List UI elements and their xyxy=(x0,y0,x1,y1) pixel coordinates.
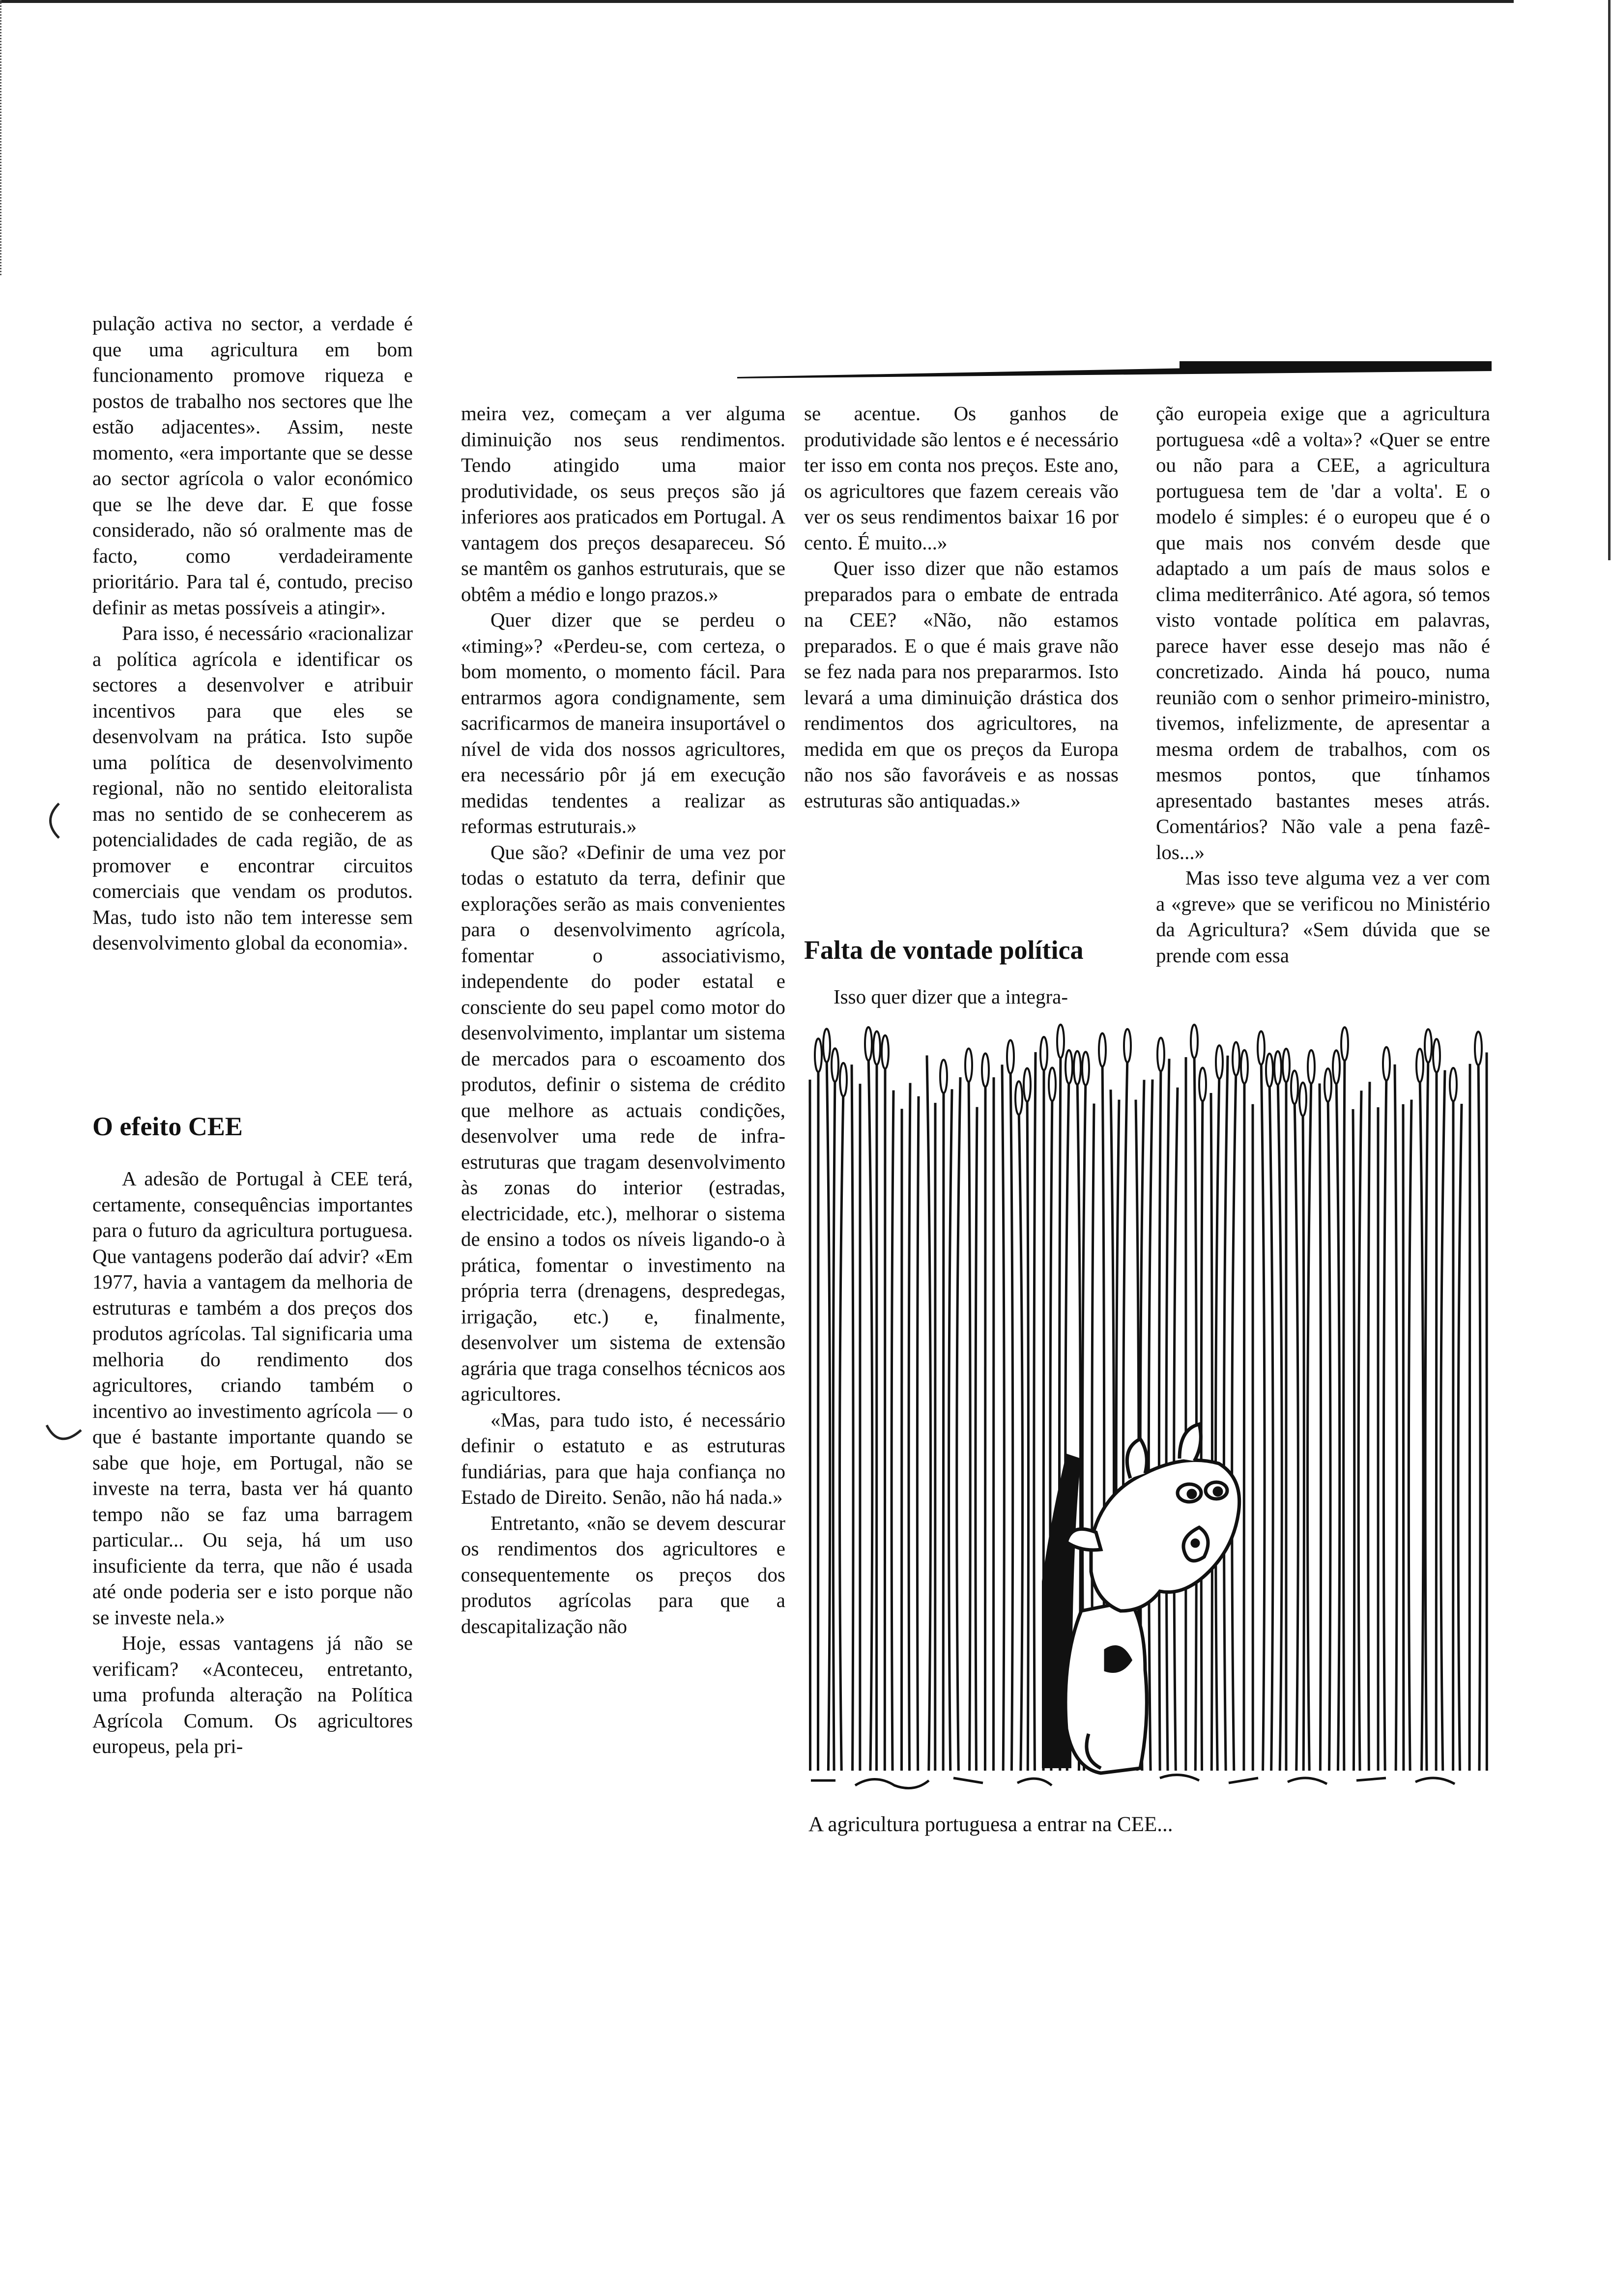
wheat-stalk xyxy=(1336,1077,1340,1771)
cartoon-illustration-cow-in-wheat xyxy=(806,1021,1494,1796)
wheat-head xyxy=(1299,1083,1306,1116)
paragraph: Que são? «Definir de uma vez por todas o estatuto da terra, definir que explorações serão as mais convenientes para o desenvolvimento agrícola, fomentar o associativismo, independente do poder estatal e consciente do seu papel como motor do desenvolvimento, implantar um sistema de mercados para o escoamento dos produtos, definir o sistema de crédito que melhore as actuais condições, desenvolver uma rede de infra-estruturas que tragam desenvolvimento às zonas do interior (estradas, electricidade, etc.), melhorar o sistema de ensino a todos os níveis ligando-o à prática, fomentar o investimento na própria terra (drenagens, despredegas, irrigação, etc.) e, finalmente, desenvolver um sistema de extensão agrária que traga conselhos técnicos aos agricultores. xyxy=(461,840,785,1405)
paragraph: Quer dizer que se perdeu o «timing»? «Perdeu-se, com certeza, o bom momento, o momento fácil. Para entrarmos agora condignamente, sem sacrificarmos de maneira insuportável o nível de vida dos nossos agricultores, era necessário pôr já em execução medidas tendentes a realizar as reformas estruturais.» xyxy=(461,608,785,837)
paragraph: ção europeia exige que a agricultura portuguesa «dê a volta»? «Quer se entre ou não para a CEE, a agricultura portuguesa tem de 'dar a volta'. E o modelo é simples: é o europeu que é o que mais nos convém desde que adaptado a um país de maus solos e clima mediterrânico. Até agora, só temos visto vontade política em palavras, parece haver esse desejo mas não é concretizado. Ainda há pouco, numa reunião com o senhor primeiro-ministro, tivemos, infelizmente, de apresentar a mesma ordem de trabalhos, com os mesmos pontos, que tínhamos apresentado bastantes meses atrás. Comentários? Não vale a pena fazê-los...» xyxy=(1156,402,1490,863)
wheat-head xyxy=(1475,1032,1482,1065)
wheat-stalk xyxy=(976,1107,977,1771)
wheat-stalk xyxy=(1344,1054,1345,1771)
wheat-stalk xyxy=(943,1086,944,1771)
wheat-head xyxy=(1199,1068,1206,1101)
paragraph: Mas isso teve alguma vez a ver com a «greve» que se verificou no Ministério da Agricultura? «Sem dúvida que se prende com essa xyxy=(1156,866,1490,967)
wheat-head xyxy=(1065,1050,1072,1084)
wheat-head xyxy=(1124,1029,1131,1062)
wheat-stalk xyxy=(1278,1078,1282,1771)
wheat-stalk xyxy=(1027,1095,1028,1771)
wheat-stalk xyxy=(1420,1075,1423,1771)
wheat-stalk xyxy=(1308,1077,1311,1771)
paragraph: A adesão de Portugal à CEE terá, certamente, consequências importantes para o futuro da agricultura portuguesa. Que vantagens poderão daí advir? «Em 1977, havia a vantagem da melhoria de estruturas e também a dos preços dos produtos agrícolas. Tal significaria uma melhoria do rendimento dos agricultores, criando também o incentivo ao investimento agrícola — o que é bastante importante quando se sabe que hoje, em Portugal, não se investe na terra, basta ver há quanto tempo não se faz uma barragem particular... Ou seja, há um uso insuficiente da terra, que não é usada até onde poderia ser e isto porque não se investe nela.» xyxy=(92,1167,413,1629)
wheat-head xyxy=(1049,1067,1056,1101)
wheat-stalk xyxy=(1425,1056,1428,1771)
section-heading-falta-vontade: Falta de vontade política xyxy=(804,935,1084,965)
wheat-stalk xyxy=(1149,1080,1152,1771)
wheat-stalk xyxy=(1409,1100,1411,1771)
wheat-stalk xyxy=(949,1089,952,1771)
wheat-head xyxy=(1258,1031,1265,1064)
paragraph: Quer isso dizer que não estamos preparados para o embate de entrada na CEE? «Não, não estamos preparados. E o que é mais grave não se fez nada para nos prepararmos. Isto levará a uma diminuição drástica dos rendimentos dos agricultores, na medida em que os preços da Europa não nos são favoráveis e as nossas estruturas são antiquadas.» xyxy=(804,557,1119,812)
scan-mark-icon xyxy=(39,801,69,840)
wheat-stalk xyxy=(1436,1065,1437,1771)
wheat-head xyxy=(865,1027,872,1061)
paragraph: «Mas, para tudo isto, é necessário definir o estatuto e as estruturas fundiárias, para que haja confiança no Estado de Direito. Senão, não há nada.» xyxy=(461,1408,785,1508)
article-column-1 xyxy=(92,311,413,956)
wheat-head xyxy=(1216,1045,1223,1079)
cow-icon xyxy=(1042,1424,1239,1773)
wheat-stalk xyxy=(1216,1072,1219,1771)
wheat-head xyxy=(1007,1040,1014,1073)
wheat-stalk xyxy=(1303,1109,1304,1771)
wheat-head xyxy=(1433,1039,1440,1072)
article-column-1-bottom xyxy=(92,1166,413,1759)
wheat-head xyxy=(1015,1081,1022,1115)
illustration-caption: A agricultura portuguesa a entrar na CEE... xyxy=(808,1813,1173,1836)
page-top-edge xyxy=(0,0,1514,3)
wheat-head xyxy=(1291,1070,1298,1104)
wheat-stalk xyxy=(969,1075,970,1771)
wheat-stalk xyxy=(1353,1109,1354,1771)
paragraph: pulação activa no sector, a verdade é que uma agricultura em bom funcionamento promove riqueza e postos de trabalho nos sectores que lhe estão adjacentes». Assim, neste momento, «era importante que se desse ao sector agrícola o valor económico que se lhe deve dar. E que fosse considerado, não só oralmente mas de facto, como verdadeiramente prioritário. Para tal é, contudo, preciso definir as metas possíveis a atingir». xyxy=(92,312,413,619)
paragraph: Entretanto, «não se devem descurar os rendimentos dos agricultores e consequentemente os preços dos produtos agrícolas para que a descapitalização não xyxy=(461,1511,785,1637)
wheat-head xyxy=(1157,1038,1164,1071)
wheat-head xyxy=(1233,1042,1239,1075)
wheat-stalk xyxy=(1159,1064,1161,1771)
wheat-head xyxy=(823,1029,830,1062)
wheat-stalk xyxy=(840,1090,843,1771)
ground-scribbles-icon xyxy=(811,1775,1455,1788)
wheat-head xyxy=(1099,1033,1106,1067)
wheat-stalk xyxy=(1469,1064,1470,1771)
paragraph: se acentue. Os ganhos de produtividade são lentos e é necessário ter isso em conta nos preços. Este ano, os agricultores que fazem cereais vão ver os seus rendimentos baixar 16 por cento. É muito...» xyxy=(804,402,1119,554)
header-rule xyxy=(737,360,1492,380)
wheat-stalk xyxy=(1211,1093,1212,1771)
article-column-2 xyxy=(461,401,785,1639)
wheat-stalk xyxy=(1383,1074,1386,1771)
wheat-stalk xyxy=(1034,1052,1036,1771)
wheat-head xyxy=(1082,1052,1089,1085)
wheat-head xyxy=(1341,1027,1348,1061)
wheat-head xyxy=(873,1031,880,1064)
wheat-stalk xyxy=(1224,1056,1228,1771)
article-column-3 xyxy=(804,401,1119,813)
wheat-head xyxy=(1383,1047,1390,1081)
wheat-stalk xyxy=(927,1056,931,1771)
paragraph: meira vez, começam a ver alguma diminuição nos seus rendimentos. Tendo atingido uma maior produtividade, os seus preços são já inferiores aos praticados em Portugal. A vantagem dos preços desapareceu. Só se mantêm os ganhos estruturais, que se obtêm a médio e longo prazos.» xyxy=(461,402,785,605)
wheat-stalk xyxy=(1478,1058,1480,1771)
paragraph: Para isso, é necessário «racionalizar a política agrícola e identificar os sectores a desenvolver e atribuir incentivos para que eles se desenvolvam na prática. Isto supõe uma política de desenvolvimento regional, não no sentido eleitoralista mas no sentido de se conhecerem as potencialidades de cada região, de as promover e encontrar circuitos comerciais que vendam os produtos. Mas, tudo isto não tem interesse sem desenvolvimento global da economia». xyxy=(92,622,413,954)
wheat-stalk xyxy=(1328,1095,1330,1771)
wheat-stalk xyxy=(1368,1082,1370,1771)
wheat-head xyxy=(1416,1049,1423,1082)
wheat-stalk xyxy=(917,1096,919,1771)
wheat-head xyxy=(1274,1051,1281,1085)
wheat-head xyxy=(1324,1068,1331,1102)
wheat-head xyxy=(1450,1068,1457,1101)
wheat-head xyxy=(1283,1049,1290,1082)
wheat-stalk xyxy=(909,1083,910,1771)
wheat-stalk xyxy=(827,1055,830,1771)
wheat-stalk xyxy=(868,1054,872,1771)
paragraph: Hoje, essas vantagens já não se verificam? «Aconteceu, entretanto, uma profunda alteração na Política Agrícola Comum. Os agricultores europeus, pela pri- xyxy=(92,1632,413,1757)
wheat-head xyxy=(840,1063,847,1096)
scan-mark-icon xyxy=(44,1420,84,1455)
wheat-stalk xyxy=(1458,1104,1462,1771)
wheat-head xyxy=(982,1053,989,1087)
wheat-head xyxy=(1024,1068,1031,1102)
wheat-stalk xyxy=(1395,1064,1397,1771)
wheat-stalk xyxy=(1174,1088,1178,1771)
wheat-stalk xyxy=(1261,1058,1265,1771)
article-column-4 xyxy=(1156,401,1490,968)
wheat-stalk xyxy=(1019,1108,1023,1771)
wheat-stalk xyxy=(957,1077,960,1771)
wheat-head xyxy=(1057,1025,1064,1058)
wheat-head xyxy=(940,1060,947,1093)
wheat-stalk xyxy=(876,1058,877,1771)
wheat-stalk xyxy=(901,1109,902,1771)
wheat-head xyxy=(1040,1037,1047,1070)
wheat-stalk xyxy=(1320,1084,1321,1771)
page-right-edge xyxy=(1608,0,1611,560)
wheat-stalk xyxy=(833,1075,835,1771)
wheat-stalk xyxy=(1194,1051,1197,1771)
wheat-stalk xyxy=(1441,1070,1445,1771)
paragraph: Isso quer dizer que a integra- xyxy=(834,985,1068,1008)
wheat-stalk xyxy=(1243,1077,1244,1771)
wheat-stalks-icon xyxy=(810,1051,1487,1771)
section-heading-efeito-cee: O efeito CEE xyxy=(92,1112,243,1141)
wheat-stalk xyxy=(993,1077,994,1771)
wheat-stalk xyxy=(1358,1091,1361,1771)
wheat-stalk xyxy=(892,1091,893,1771)
wheat-stalk xyxy=(852,1064,853,1771)
wheat-head xyxy=(1333,1050,1340,1084)
wheat-stalk xyxy=(1166,1059,1169,1771)
wheat-head xyxy=(882,1035,889,1069)
wheat-head xyxy=(1425,1029,1432,1062)
wheat-head xyxy=(1191,1025,1198,1058)
wheat-stalk xyxy=(1232,1068,1236,1771)
wheat-head xyxy=(1308,1050,1315,1084)
wheat-heads-icon xyxy=(815,1025,1482,1116)
wheat-stalk xyxy=(1010,1066,1013,1771)
page-left-edge xyxy=(0,0,3,275)
wheat-head xyxy=(1266,1054,1273,1087)
article-column-3-bottom xyxy=(804,984,1119,1010)
wheat-stalk xyxy=(1269,1080,1273,1771)
wheat-stalk xyxy=(1403,1104,1404,1771)
wheat-head xyxy=(965,1048,972,1082)
wheat-stalk xyxy=(1002,1064,1004,1771)
wheat-head xyxy=(1074,1051,1081,1085)
wheat-head xyxy=(832,1048,838,1082)
wheat-head xyxy=(815,1038,822,1072)
wheat-stalk xyxy=(1295,1097,1298,1771)
wheat-head xyxy=(1241,1050,1248,1084)
